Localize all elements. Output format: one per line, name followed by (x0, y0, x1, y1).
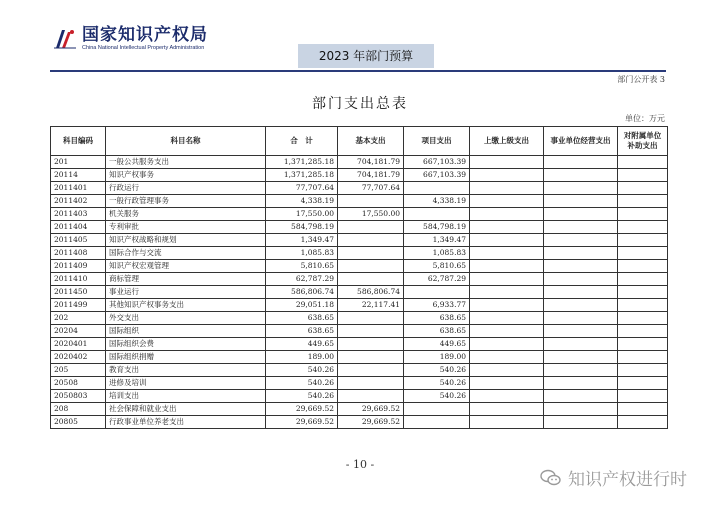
amount-cell (618, 247, 668, 260)
amount-cell (338, 195, 404, 208)
amount-cell: 586,806.74 (266, 286, 338, 299)
subject-name-cell: 教育支出 (106, 364, 266, 377)
subject-code-cell: 202 (51, 312, 106, 325)
subject-code-cell: 2011402 (51, 195, 106, 208)
table-row (51, 338, 668, 351)
amount-cell (470, 325, 544, 338)
amount-cell: 540.26 (404, 390, 470, 403)
amount-cell (470, 312, 544, 325)
subject-code-cell: 2011405 (51, 234, 106, 247)
subject-code-cell: 2011408 (51, 247, 106, 260)
amount-cell: 704,181.79 (338, 169, 404, 182)
amount-cell: 638.65 (266, 325, 338, 338)
subject-name-cell: 国际组织捐赠 (106, 351, 266, 364)
amount-cell: 29,669.52 (266, 416, 338, 429)
table-row (51, 273, 668, 286)
table-row (51, 195, 668, 208)
amount-cell: 1,371,285.18 (266, 156, 338, 169)
subject-name-cell: 国际组织 (106, 325, 266, 338)
watermark (540, 465, 687, 490)
table-row (51, 221, 668, 234)
amount-cell (544, 260, 618, 273)
amount-cell (544, 286, 618, 299)
amount-cell (544, 221, 618, 234)
amount-cell: 17,550.00 (266, 208, 338, 221)
table-body (51, 156, 668, 429)
column-header: 对附属单位补助支出 (618, 127, 668, 156)
amount-cell (470, 351, 544, 364)
amount-cell (544, 247, 618, 260)
subject-name-cell: 国际合作与交流 (106, 247, 266, 260)
subject-name-cell: 行政运行 (106, 182, 266, 195)
column-header: 项目支出 (404, 127, 470, 156)
amount-cell (544, 325, 618, 338)
table-row (51, 260, 668, 273)
budget-year-banner (298, 44, 434, 68)
banner-text: 2023 年部门预算 (318, 49, 414, 63)
amount-cell: 62,787.29 (404, 273, 470, 286)
unit-label: 单位：万元 (625, 114, 665, 123)
table-row (51, 169, 668, 182)
amount-cell (470, 338, 544, 351)
amount-cell (544, 403, 618, 416)
amount-cell: 1,371,285.18 (266, 169, 338, 182)
amount-cell: 584,798.19 (404, 221, 470, 234)
subject-name-cell: 国际组织会费 (106, 338, 266, 351)
amount-cell (544, 156, 618, 169)
subject-code-cell: 2011450 (51, 286, 106, 299)
amount-cell (544, 273, 618, 286)
amount-cell: 62,787.29 (266, 273, 338, 286)
org-name-en: China National Intellectual Property Administration (82, 45, 205, 51)
subject-code-cell: 20114 (51, 169, 106, 182)
amount-cell (618, 312, 668, 325)
table-row (51, 364, 668, 377)
amount-cell: 189.00 (404, 351, 470, 364)
subject-code-cell: 201 (51, 156, 106, 169)
table-row (51, 234, 668, 247)
amount-cell: 1,349.47 (266, 234, 338, 247)
amount-cell (404, 286, 470, 299)
subject-name-cell: 知识产权事务 (106, 169, 266, 182)
amount-cell: 638.65 (404, 312, 470, 325)
amount-cell (338, 221, 404, 234)
amount-cell (470, 299, 544, 312)
cnipa-emblem-icon (52, 26, 78, 52)
wechat-icon (540, 469, 562, 487)
amount-cell: 584,798.19 (266, 221, 338, 234)
amount-cell (618, 416, 668, 429)
subject-name-cell: 外交支出 (106, 312, 266, 325)
amount-cell (544, 377, 618, 390)
amount-cell: 17,550.00 (338, 208, 404, 221)
amount-cell (544, 390, 618, 403)
amount-cell (618, 260, 668, 273)
amount-cell: 540.26 (266, 377, 338, 390)
table-row (51, 351, 668, 364)
expenditure-table (50, 126, 668, 429)
amount-cell (338, 312, 404, 325)
table-row (51, 286, 668, 299)
amount-cell: 189.00 (266, 351, 338, 364)
amount-cell (470, 390, 544, 403)
subject-code-cell: 2011499 (51, 299, 106, 312)
watermark-text: 知识产权进行时 (568, 470, 687, 490)
org-name-cn: 国家知识产权局 (82, 25, 208, 45)
amount-cell: 1,349.47 (404, 234, 470, 247)
table-row (51, 299, 668, 312)
amount-cell: 22,117.41 (338, 299, 404, 312)
header-rule (50, 70, 666, 72)
amount-cell (618, 195, 668, 208)
report-title: 部门支出总表 (312, 96, 408, 112)
subject-name-cell: 机关服务 (106, 208, 266, 221)
amount-cell: 77,707.64 (338, 182, 404, 195)
amount-cell (338, 273, 404, 286)
amount-cell: 638.65 (404, 325, 470, 338)
amount-cell: 6,933.77 (404, 299, 470, 312)
amount-cell (618, 273, 668, 286)
amount-cell: 4,338.19 (404, 195, 470, 208)
amount-cell (618, 377, 668, 390)
column-header: 科目名称 (106, 127, 266, 156)
page-number: - 10 - (345, 458, 375, 471)
subject-name-cell: 一般行政管理事务 (106, 195, 266, 208)
table-row (51, 247, 668, 260)
amount-cell: 29,669.52 (266, 403, 338, 416)
amount-cell: 29,051.18 (266, 299, 338, 312)
amount-cell (618, 299, 668, 312)
amount-cell (470, 195, 544, 208)
amount-cell: 540.26 (404, 364, 470, 377)
subject-code-cell: 2011409 (51, 260, 106, 273)
subject-code-cell: 20508 (51, 377, 106, 390)
amount-cell (404, 208, 470, 221)
subject-code-cell: 205 (51, 364, 106, 377)
subject-code-cell: 2011404 (51, 221, 106, 234)
table-row (51, 156, 668, 169)
amount-cell (470, 247, 544, 260)
table-row (51, 325, 668, 338)
amount-cell (338, 364, 404, 377)
amount-cell (544, 195, 618, 208)
subject-code-cell: 2020401 (51, 338, 106, 351)
amount-cell (618, 403, 668, 416)
amount-cell (618, 234, 668, 247)
amount-cell (338, 325, 404, 338)
amount-cell (404, 403, 470, 416)
table-row (51, 403, 668, 416)
subject-name-cell: 进修及培训 (106, 377, 266, 390)
amount-cell (544, 364, 618, 377)
subject-name-cell: 行政事业单位养老支出 (106, 416, 266, 429)
amount-cell (544, 351, 618, 364)
amount-cell: 540.26 (404, 377, 470, 390)
column-header: 事业单位经营支出 (544, 127, 618, 156)
column-header: 上缴上级支出 (470, 127, 544, 156)
amount-cell: 5,810.65 (266, 260, 338, 273)
amount-cell (618, 182, 668, 195)
amount-cell: 540.26 (266, 390, 338, 403)
subject-name-cell: 一般公共服务支出 (106, 156, 266, 169)
amount-cell (470, 377, 544, 390)
subject-name-cell: 专利审批 (106, 221, 266, 234)
subject-code-cell: 2011410 (51, 273, 106, 286)
subject-code-cell: 2011403 (51, 208, 106, 221)
column-header: 合 计 (266, 127, 338, 156)
amount-cell (618, 364, 668, 377)
amount-cell (544, 169, 618, 182)
amount-cell (470, 416, 544, 429)
subject-code-cell: 20204 (51, 325, 106, 338)
amount-cell: 540.26 (266, 364, 338, 377)
amount-cell (618, 338, 668, 351)
amount-cell (470, 273, 544, 286)
table-row (51, 390, 668, 403)
subject-name-cell: 其他知识产权事务支出 (106, 299, 266, 312)
amount-cell (544, 299, 618, 312)
amount-cell (470, 156, 544, 169)
amount-cell: 704,181.79 (338, 156, 404, 169)
amount-cell (618, 169, 668, 182)
table-row (51, 182, 668, 195)
amount-cell (618, 208, 668, 221)
amount-cell (544, 208, 618, 221)
column-header: 基本支出 (338, 127, 404, 156)
amount-cell (338, 351, 404, 364)
amount-cell (470, 234, 544, 247)
cnipa-logo (52, 26, 208, 52)
amount-cell (470, 286, 544, 299)
amount-cell: 586,806.74 (338, 286, 404, 299)
amount-cell (338, 234, 404, 247)
amount-cell (470, 182, 544, 195)
table-row (51, 312, 668, 325)
subject-name-cell: 社会保障和就业支出 (106, 403, 266, 416)
amount-cell (618, 221, 668, 234)
table-row (51, 416, 668, 429)
amount-cell (618, 390, 668, 403)
amount-cell (470, 221, 544, 234)
amount-cell: 667,103.39 (404, 156, 470, 169)
subject-code-cell: 2011401 (51, 182, 106, 195)
amount-cell (544, 312, 618, 325)
amount-cell (618, 325, 668, 338)
amount-cell (338, 260, 404, 273)
subject-name-cell: 事业运行 (106, 286, 266, 299)
subject-code-cell: 208 (51, 403, 106, 416)
annex-label: 部门公开表 3 (617, 75, 665, 84)
amount-cell (544, 338, 618, 351)
amount-cell: 667,103.39 (404, 169, 470, 182)
amount-cell: 29,669.52 (338, 403, 404, 416)
table-row (51, 208, 668, 221)
amount-cell (338, 390, 404, 403)
amount-cell: 638.65 (266, 312, 338, 325)
amount-cell (618, 286, 668, 299)
amount-cell (544, 182, 618, 195)
column-header: 科目编码 (51, 127, 106, 156)
amount-cell: 1,085.83 (266, 247, 338, 260)
amount-cell (404, 416, 470, 429)
amount-cell (618, 351, 668, 364)
amount-cell: 4,338.19 (266, 195, 338, 208)
amount-cell: 449.65 (404, 338, 470, 351)
amount-cell (470, 364, 544, 377)
amount-cell (618, 156, 668, 169)
amount-cell (544, 416, 618, 429)
subject-name-cell: 商标管理 (106, 273, 266, 286)
amount-cell: 1,085.83 (404, 247, 470, 260)
amount-cell: 449.65 (266, 338, 338, 351)
subject-name-cell: 知识产权战略和规划 (106, 234, 266, 247)
subject-name-cell: 培训支出 (106, 390, 266, 403)
table-row (51, 377, 668, 390)
subject-code-cell: 2050803 (51, 390, 106, 403)
amount-cell (404, 182, 470, 195)
amount-cell (470, 208, 544, 221)
amount-cell (338, 247, 404, 260)
amount-cell (338, 377, 404, 390)
amount-cell: 29,669.52 (338, 416, 404, 429)
amount-cell (338, 338, 404, 351)
table-header-row (51, 127, 668, 156)
amount-cell: 77,707.64 (266, 182, 338, 195)
amount-cell (470, 169, 544, 182)
amount-cell (544, 234, 618, 247)
amount-cell (470, 260, 544, 273)
subject-code-cell: 2020402 (51, 351, 106, 364)
subject-name-cell: 知识产权宏观管理 (106, 260, 266, 273)
amount-cell: 5,810.65 (404, 260, 470, 273)
amount-cell (470, 403, 544, 416)
subject-code-cell: 20805 (51, 416, 106, 429)
